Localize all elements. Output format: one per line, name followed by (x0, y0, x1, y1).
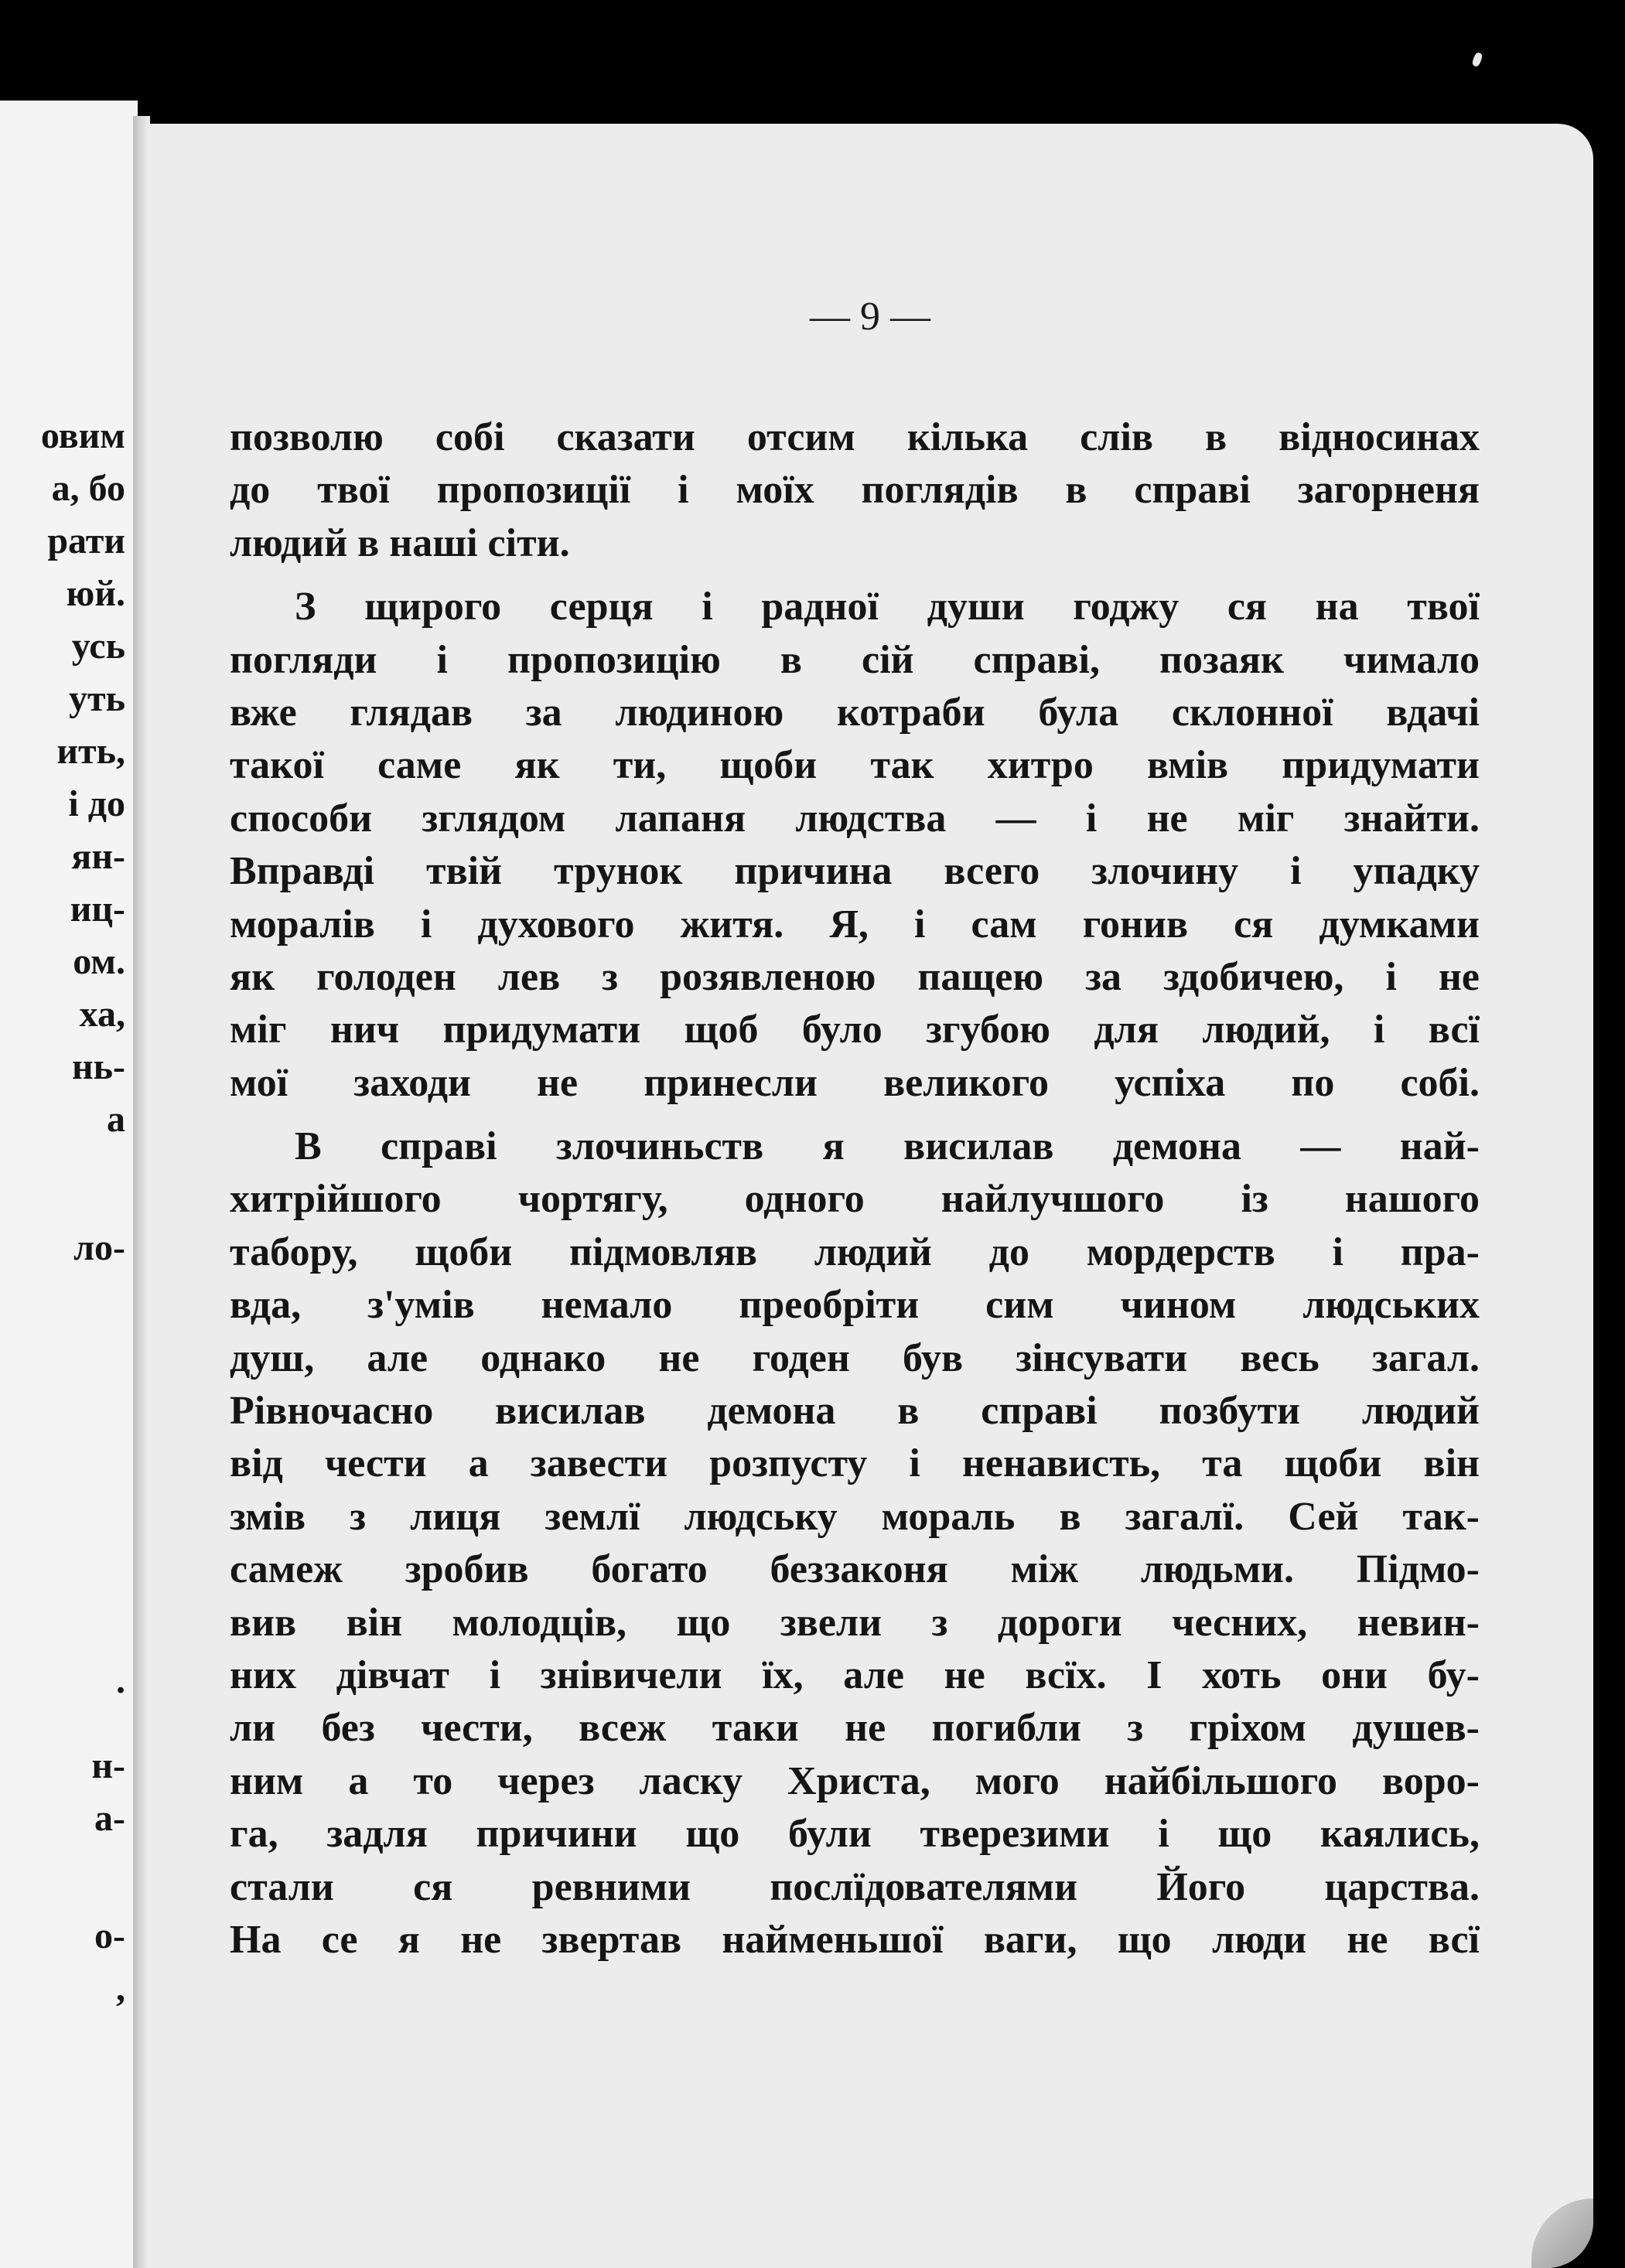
text-line: самеж зробив богато беззаконя між людьми. Підмо- (230, 1547, 1480, 1592)
text-line: від чести а завести розпусту і ненависть, та щоби він (230, 1441, 1480, 1486)
right-page (147, 124, 1593, 2268)
text-line: такої саме як ти, щоби так хитро вмів придумати (230, 743, 1480, 788)
text-line: стали ся ревними послїдователями Його царства. (230, 1864, 1480, 1909)
page-number: — 9 — (810, 295, 930, 339)
text-line: га, задля причини що були тверезими і що каялись, (230, 1812, 1480, 1857)
paragraph (230, 1120, 1480, 1966)
text-line: вда, з'умів немало преобріти сим чином людських (230, 1283, 1480, 1328)
text-line: до твої пропозиції і моїх поглядів в справі загорненя (230, 468, 1480, 513)
text-line: вже глядав за людиною котраби була склонної вдачі (230, 690, 1480, 735)
left-page-fragment: і до (68, 783, 125, 824)
text-line: В справі злочиньств я висилав демона — най- (295, 1124, 1480, 1169)
text-line: ним а то через ласку Христа, мого найбільшого воро- (230, 1758, 1480, 1803)
paragraph (230, 411, 1480, 570)
page-corner-curl (1531, 2198, 1593, 2268)
left-page-fragment: ом. (73, 941, 125, 982)
left-page-edge (0, 101, 138, 2268)
left-page-fragment: ить, (56, 731, 125, 772)
left-page-fragment: а (107, 1099, 125, 1140)
text-line: змів з лиця землї людську мораль в загалї. Сей так- (230, 1494, 1480, 1539)
text-line: них дівчат і знівичели їх, але не всїх. І хоть они бу- (230, 1652, 1480, 1697)
body-text (230, 411, 1480, 1966)
left-page-fragment: юй. (66, 573, 125, 614)
text-line: як голоден лев з розявленою пащею за здобичею, і не (230, 954, 1480, 999)
scan-speck (1471, 52, 1483, 67)
left-page-fragment: уть (69, 678, 125, 719)
text-line: вив він молодців, що звели з дороги чесних, невин- (230, 1600, 1480, 1645)
left-page-fragment: . (116, 1660, 125, 1701)
text-line: На се я не звертав найменьшої ваги, що люди не всї (230, 1917, 1480, 1962)
text-line: душ, але однако не годен був зінсувати весь загал. (230, 1335, 1480, 1380)
text-line: позволю собі сказати отсим кілька слів в відносинах (230, 415, 1480, 459)
left-page-fragment: иц- (70, 888, 125, 929)
text-line: Вправді твій трунок причина всего злочину і упадку (230, 849, 1480, 894)
left-page-fragment: ян- (71, 836, 125, 877)
left-page-fragment: рати (47, 520, 125, 561)
left-page-fragment: ха, (79, 994, 125, 1035)
text-line: мої заходи не принесли великого успіха по собі. (230, 1060, 1480, 1105)
left-page-fragment: н- (91, 1745, 125, 1786)
paragraph (230, 581, 1480, 1110)
left-page-fragment: овим (40, 415, 125, 456)
text-line: моралів і духового житя. Я, і сам гонив ся думками (230, 902, 1480, 946)
text-line: табору, щоби підмовляв людий до мордерств і пра- (230, 1229, 1480, 1274)
text-line: погляди і пропозицію в сій справі, позаяк чимало (230, 637, 1480, 682)
left-page-fragment: усь (71, 626, 125, 667)
text-line: міг нич придумати щоб було згубою для людий, і всї (230, 1008, 1480, 1052)
left-page-fragment: ло- (73, 1227, 125, 1268)
text-line: способи зглядом лапаня людства — і не міг знайти. (230, 796, 1480, 841)
left-page-fragment: а, бо (51, 468, 125, 509)
left-page-fragment: нь- (71, 1046, 125, 1087)
text-line: людий в наші сіти. (230, 520, 570, 565)
text-line: Рівночасно висилав демона в справі позбути людий (230, 1389, 1480, 1434)
left-page-fragment: , (116, 1968, 125, 2009)
left-page-fragment: а- (94, 1798, 125, 1839)
text-line: хитрійшого чортягу, одного найлучшого із нашого (230, 1177, 1480, 1222)
left-page-fragment: о- (94, 1915, 125, 1956)
text-line: З щирого серця і радної души годжу ся на твої (295, 585, 1480, 629)
text-line: ли без чести, всеж таки не погибли з гріхом душев- (230, 1706, 1480, 1751)
